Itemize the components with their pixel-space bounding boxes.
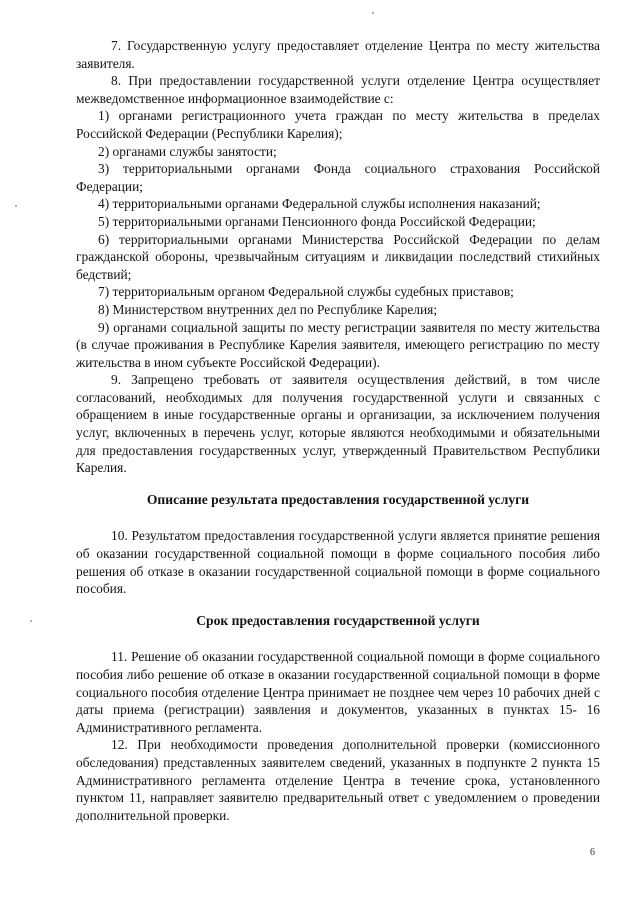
scan-speck [30, 620, 32, 622]
list-item: 1) органами регистрационного учета граждан по месту жительства в пределах Российской Федерации (Республики Карелия); [76, 108, 600, 141]
section-heading-result: Описание результата предоставления государственной услуги [146, 491, 530, 507]
section-heading-term: Срок предоставления государственной услуги [196, 612, 480, 628]
list-item: 3) территориальными органами Фонда социального страхования Российской Федерации; [76, 161, 600, 194]
scan-speck [372, 12, 374, 14]
list-item: 6) территориальными органами Министерства Российской Федерации по делам гражданской обороны, чрезвычайным ситуациям и ликвидации последствий стихийных бедствий; [76, 231, 600, 282]
list-item: 9) органами социальной защиты по месту регистрации заявителя по месту жительства (в случае проживания в Республике Карелия заявителя, имеющего регистрацию по месту жительства в ином субъекте Российской Федерации). [76, 319, 600, 370]
paragraph-12: 12. При необходимости проведения дополнительной проверки (комиссионного обследования) представленных заявителем сведений, указанных в подпункте 2 пункта 15 Административного регламента отделение Центра в течение срока, установленного пунктом 11, направляет заявителю предварительный ответ с уведомлением о проведении дополнительной проверки. [76, 737, 600, 823]
list-item: 8) Министерством внутренних дел по Республике Карелия; [98, 301, 438, 317]
paragraph-9: 9. Запрещено требовать от заявителя осуществления действий, в том числе согласований, необходимых для получения государственной услуги и связанных с обращением в иные государственные органы и организации, за исключением получения услуг, включенных в перечень услуг, которые являются необходимыми и обязательными для предоставления государственных услуг, утвержденный Правительством Республики Карелия. [76, 372, 600, 476]
paragraph-8: 8. При предоставлении государственной услуги отделение Центра осуществляет межведомственное информационное взаимодействие с: [76, 73, 600, 106]
list-item: 5) территориальными органами Пенсионного фонда Российской Федерации; [98, 213, 536, 229]
paragraph-11: 11. Решение об оказании государственной социальной помощи в форме социального пособия либо решение об отказе в оказании государственной социальной помощи в форме социального пособия отделение Центра принимает не позднее чем через 10 рабочих дней с даты приема (регистрации) заявления и документов, указанных в пунктах 15- 16 Административного регламента. [76, 649, 600, 735]
scan-speck [15, 205, 17, 207]
paragraph-7: 7. Государственную услугу предоставляет отделение Центра по месту жительства заявителя. [76, 38, 600, 71]
paragraph-10: 10. Результатом предоставления государственной услуги является принятие решения об оказании государственной социальной помощи в форме социального пособия либо решения об отказе в оказании государственной социальной помощи в форме социального пособия. [76, 528, 600, 597]
list-item: 2) органами службы занятости; [98, 143, 277, 159]
list-item: 4) территориальными органами Федеральной службы исполнения наказаний; [98, 196, 541, 212]
list-item: 7) территориальным органом Федеральной службы судебных приставов; [98, 284, 514, 300]
page-number: 6 [590, 847, 595, 858]
document-body [76, 37, 600, 824]
